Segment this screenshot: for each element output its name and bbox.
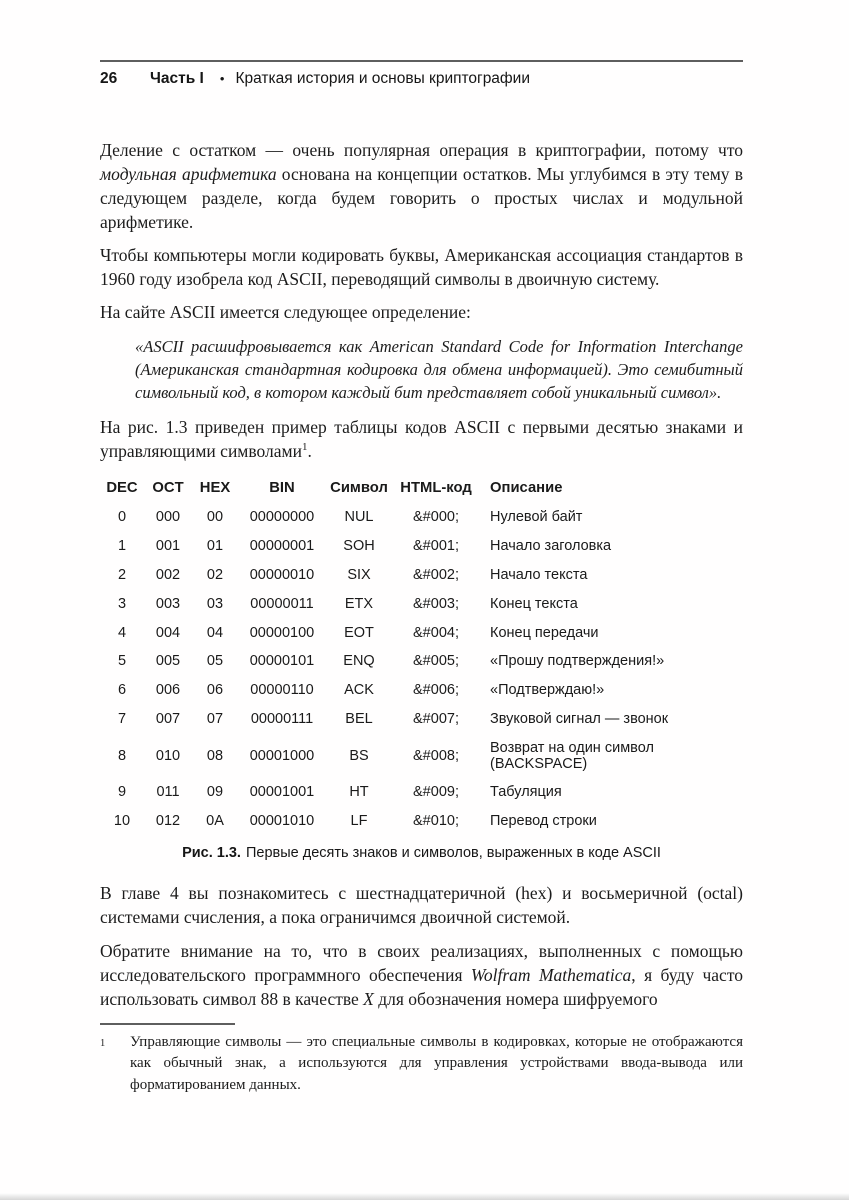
column-header-oct: OCT (152, 480, 184, 496)
body-paragraph-5: В главе 4 вы познакомитесь с шестнадцатеричной (hex) и восьмеричной (octal) системами счисления, а пока ограничимся двоичной системой. (100, 882, 743, 927)
table-cell: Начало заголовка (490, 538, 612, 555)
table-cell: &#009; (413, 784, 459, 801)
table-cell: 006 (155, 682, 181, 699)
table-cell: 3 (117, 595, 127, 612)
table-cell: Нулевой байт (490, 509, 583, 526)
table-cell: 00000111 (250, 710, 314, 727)
table-row (100, 676, 743, 705)
italic-term: X (363, 988, 374, 1009)
table-cell: NUL (344, 509, 374, 526)
footnote-rule (100, 1023, 235, 1025)
table-row (100, 807, 743, 836)
table-cell: 8 (117, 747, 127, 764)
table-row (100, 778, 743, 807)
table-cell: 01 (206, 538, 224, 555)
table-cell: Звуковой сигнал — звонок (490, 710, 669, 727)
table-cell: «Прошу подтверждения!» (490, 653, 665, 670)
table-cell: 06 (206, 682, 224, 699)
paragraph-text: Деление с остатком — очень популярная операция в криптографии, потому что (100, 140, 743, 160)
table-cell: Начало текста (490, 566, 588, 583)
table-cell: &#003; (413, 595, 459, 612)
table-cell: 4 (117, 624, 127, 641)
body-paragraph-1 (100, 138, 743, 234)
body-paragraph-3: На сайте ASCII имеется следующее определение: (100, 302, 471, 322)
table-cell: 00001001 (249, 784, 315, 801)
caption-text: Первые десять знаков и символов, выраженных в коде ASCII (245, 844, 661, 861)
table-cell: 0 (117, 509, 127, 526)
table-cell: Перевод строки (490, 813, 597, 830)
table-row (100, 589, 743, 618)
ascii-table-body (100, 503, 743, 836)
table-cell: &#010; (413, 813, 459, 830)
table-row (100, 647, 743, 676)
table-header-row (100, 478, 743, 503)
paragraph-text: , я буду часто использовать символ 88 в качестве (100, 964, 743, 1009)
table-cell: Возврат на один символ (BACKSPACE) (490, 739, 654, 772)
footnote-reference: 1 (302, 441, 308, 454)
table-cell: 003 (155, 595, 181, 612)
table-cell: 7 (117, 710, 127, 727)
table-cell: SOH (343, 538, 375, 555)
table-cell: 00000100 (249, 624, 315, 641)
table-cell: 001 (155, 538, 181, 555)
table-cell: 05 (206, 653, 224, 670)
body-paragraph-6 (100, 939, 743, 1011)
column-header-description: Описание (490, 480, 563, 496)
table-cell: 00000010 (249, 566, 315, 583)
table-row (100, 733, 743, 778)
table-cell: 03 (206, 595, 224, 612)
table-cell: ENQ (343, 653, 375, 670)
ascii-definition-quote: «ASCII расшифровывается как American Standard Code for Information Interchange (Американская стандартная кодировка для обмена информацией). Это семибитный символьный код, в котором каждый бит представляет собой уникальный символ». (135, 337, 743, 402)
italic-term: Wolfram Mathematica (470, 964, 632, 985)
table-cell: 007 (155, 710, 181, 727)
bullet-separator: • (219, 71, 225, 86)
table-cell: &#005; (413, 653, 459, 670)
table-cell: 5 (117, 653, 127, 670)
table-cell: 2 (117, 566, 127, 583)
table-cell: 010 (155, 747, 181, 764)
table-cell: 9 (117, 784, 127, 801)
footnote-text: Управляющие символы — это специальные символы в кодировках, которые не отображаются как обычный знак, а используются для управления устройствами ввода-вывода или форматированием данных. (130, 1033, 743, 1093)
table-cell: 00000000 (249, 509, 315, 526)
table-cell: HT (349, 784, 369, 801)
part-title: Краткая история и основы криптографии (235, 70, 530, 87)
page-bottom-edge (0, 1193, 849, 1200)
table-cell: ACK (344, 682, 374, 699)
body-paragraph-2: Чтобы компьютеры могли кодировать буквы, Американская ассоциация стандартов в 1960 году изобрела код ASCII, переводящий символы в двоичную систему. (100, 245, 743, 289)
page-number: 26 (100, 70, 118, 87)
caption-label: Рис. 1.3. (182, 844, 241, 861)
table-cell: 002 (155, 566, 181, 583)
table-cell: &#007; (413, 710, 459, 727)
table-cell: ETX (344, 595, 374, 612)
table-cell: &#002; (413, 566, 459, 583)
table-cell: SIX (347, 566, 371, 583)
table-cell: 012 (155, 813, 181, 830)
running-head (100, 62, 743, 88)
part-label: Часть I (150, 70, 204, 87)
table-cell: 09 (206, 784, 224, 801)
paragraph-text: Обратите внимание на то, что в своих реализациях, выполненных с помощью исследовательского программного обеспечения (100, 940, 743, 985)
ascii-code-table (100, 478, 743, 836)
column-header-symbol: Символ (330, 480, 388, 496)
table-cell: 00001000 (249, 747, 315, 764)
table-cell: Табуляция (490, 784, 562, 801)
paragraph-text: . (307, 441, 312, 461)
table-cell: 10 (113, 813, 131, 830)
table-row (100, 532, 743, 561)
table-cell: 005 (155, 653, 181, 670)
table-cell: 011 (156, 784, 180, 801)
table-row (100, 704, 743, 733)
table-row (100, 618, 743, 647)
column-header-dec: DEC (106, 480, 138, 496)
table-cell: 04 (206, 624, 224, 641)
table-cell: &#008; (413, 747, 459, 764)
paragraph-text: На рис. 1.3 приведен пример таблицы кодов ASCII с первыми десятью знаками и управляющими символами (100, 417, 743, 461)
table-cell: &#006; (413, 682, 459, 699)
table-cell: Конец текста (490, 595, 578, 612)
table-cell: 00000110 (250, 682, 314, 699)
table-cell: 00 (206, 509, 224, 526)
table-cell: BS (349, 747, 369, 764)
table-cell: 08 (206, 747, 224, 764)
table-cell: 004 (155, 624, 181, 641)
paragraph-text: основана на концепции остатков. Мы углубимся в эту тему в следующем разделе, когда будем говорить о простых числах и модульной арифметике. (100, 164, 743, 232)
column-header-htmlcode: HTML-код (400, 480, 472, 496)
footnote-marker: 1 (100, 1037, 106, 1049)
figure-caption (100, 845, 743, 861)
table-cell: BEL (345, 710, 373, 727)
table-cell: 1 (117, 538, 127, 555)
column-header-hex: HEX (199, 480, 231, 496)
table-cell: &#000; (413, 509, 459, 526)
table-cell: 00000001 (249, 538, 315, 555)
table-cell: 07 (206, 710, 224, 727)
column-header-bin: BIN (269, 480, 295, 496)
table-cell: Конец передачи (490, 624, 599, 641)
table-cell: 02 (206, 566, 224, 583)
table-cell: «Подтверждаю!» (490, 682, 605, 699)
table-cell: EOT (344, 624, 374, 641)
table-row (100, 561, 743, 590)
table-cell: 000 (155, 509, 181, 526)
table-cell: 00000101 (249, 653, 315, 670)
table-cell: 00001010 (249, 813, 315, 830)
footnote (100, 1032, 743, 1097)
table-cell: 00000011 (250, 595, 314, 612)
table-row (100, 503, 743, 532)
table-cell: &#004; (413, 624, 459, 641)
table-cell: 0A (206, 813, 224, 830)
table-cell: LF (350, 813, 368, 830)
body-paragraph-4 (100, 415, 743, 463)
table-cell: &#001; (413, 538, 459, 555)
table-cell: 6 (117, 682, 127, 699)
italic-term: модульная арифметика (100, 164, 277, 184)
paragraph-text: для обозначения номера шифруемого (373, 988, 658, 1009)
